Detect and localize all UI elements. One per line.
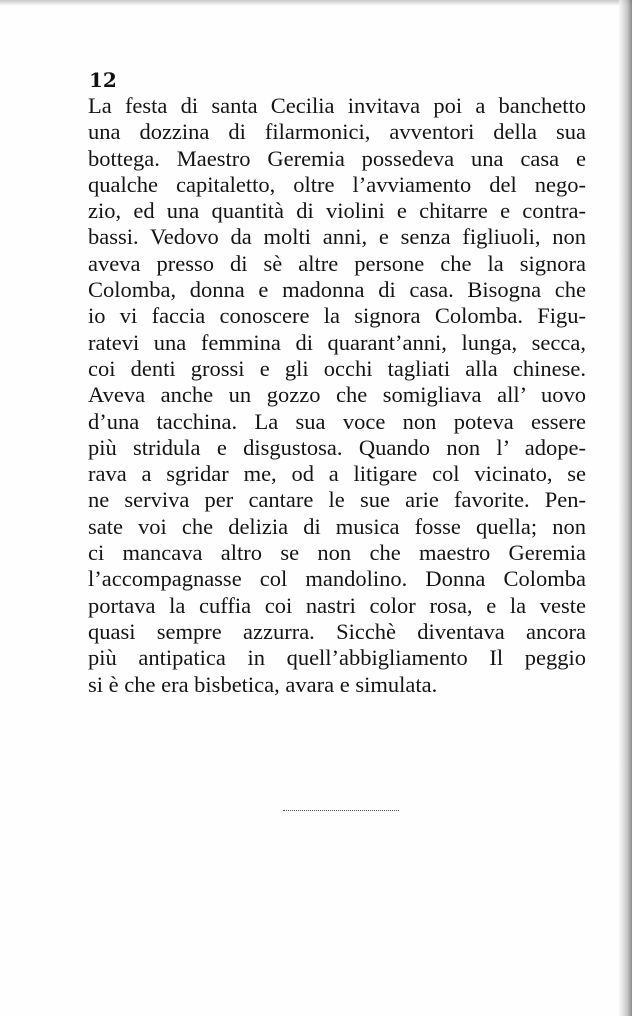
text-line: l’accompagnasse col mandolino. Donna Colomba <box>88 566 586 592</box>
text-line: aveva presso di sè altre persone che la signora <box>88 250 586 276</box>
text-line: bottega. Maestro Geremia possedeva una casa e <box>88 145 586 171</box>
text-line: zio, ed una quantità di violini e chitarre e contra- <box>88 198 586 224</box>
body-paragraph <box>88 93 586 698</box>
text-line: coi denti grossi e gli occhi tagliati alla chinese. <box>88 355 586 381</box>
text-line: Aveva anche un gozzo che somigliava all’ uovo <box>88 382 586 408</box>
text-line: ne serviva per cantare le sue arie favorite. Pen- <box>88 487 586 513</box>
page-top-shadow <box>0 0 632 6</box>
text-line: una dozzina di filarmonici, avventori della sua <box>88 119 586 145</box>
text-line: Colomba, donna e madonna di casa. Bisogna che <box>88 277 586 303</box>
text-line: più stridula e disgustosa. Quando non l’ adope- <box>88 434 586 460</box>
text-line: rava a sgridar me, od a litigare col vicinato, se <box>88 461 586 487</box>
text-line: più antipatica in quell’abbigliamento Il peggio <box>88 645 586 671</box>
text-line: qualche capitaletto, oltre l’avviamento del nego- <box>88 171 586 197</box>
section-divider <box>283 810 399 811</box>
page-number: 12 <box>89 68 117 92</box>
text-line: io vi faccia conoscere la signora Colomba. Figu- <box>88 303 586 329</box>
text-line: ci mancava altro se non che maestro Geremia <box>88 540 586 566</box>
text-line: bassi. Vedovo da molti anni, e senza figliuoli, non <box>88 224 586 250</box>
text-line-last: si è che era bisbetica, avara e simulata. <box>88 671 438 697</box>
text-line: La festa di santa Cecilia invitava poi a banchetto <box>88 93 586 118</box>
text-line: quasi sempre azzurra. Sicchè diventava ancora <box>88 618 586 644</box>
page-binding-shadow <box>618 0 632 1016</box>
text-line: ratevi una femmina di quarant’anni, lunga, secca, <box>88 329 586 355</box>
text-line: sate voi che delizia di musica fosse quella; non <box>88 513 586 539</box>
text-line: d’una tacchina. La sua voce non poteva essere <box>88 408 586 434</box>
text-line: portava la cuffia coi nastri color rosa, e la veste <box>88 592 586 618</box>
